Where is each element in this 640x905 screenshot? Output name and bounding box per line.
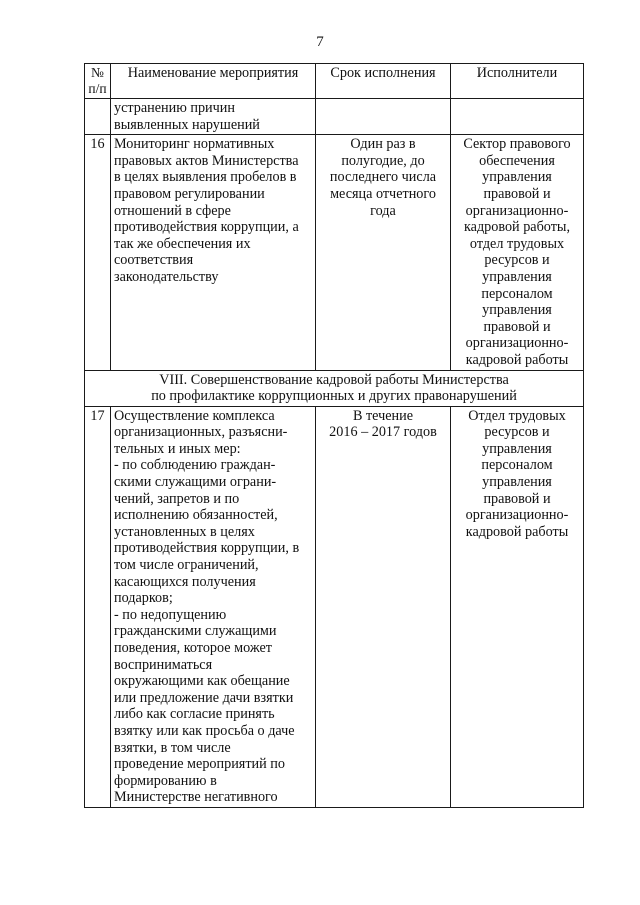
row-name-line: скими служащими ограни-	[114, 474, 277, 491]
row-executors	[451, 135, 584, 370]
row-executors-line: ресурсов и	[484, 252, 550, 269]
row-name-line: Мониторинг нормативных	[114, 136, 275, 153]
row-executors-line: управления	[482, 169, 552, 186]
row-executors-line: правовой и	[483, 318, 551, 335]
row-executors-line: управления	[482, 440, 552, 457]
row-term-line: Один раз в	[350, 136, 416, 153]
row-term-line: полугодие, до	[341, 152, 425, 169]
row-executors	[451, 99, 584, 135]
row-name-line: правовых актов Министерства	[114, 152, 299, 169]
row-name-line: подарков;	[114, 590, 173, 607]
table-row	[85, 135, 584, 370]
header-name: Наименование мероприятия	[111, 64, 316, 99]
row-name-line: в целях выявления пробелов в	[114, 169, 297, 186]
row-executors-line: организационно-	[465, 202, 569, 219]
row-term	[316, 406, 451, 807]
section-title-line: по профилактике коррупционных и других правонарушений	[151, 388, 517, 405]
section-title-line: VIII. Совершенствование кадровой работы Министерства	[159, 371, 509, 388]
row-name	[111, 135, 316, 370]
header-number	[85, 64, 111, 99]
row-name-line: взятку или как просьба о даче	[114, 722, 295, 739]
row-name-line: законодательству	[114, 268, 219, 285]
row-name-line: устранению причин	[114, 100, 235, 116]
row-name-line: или предложение дачи взятки	[114, 689, 294, 706]
row-name-line: Осуществление комплекса	[114, 407, 275, 424]
table-row	[85, 99, 584, 135]
row-name-line: противодействия коррупции, а	[114, 219, 299, 236]
row-name-line: - по соблюдению граждан-	[114, 457, 276, 474]
row-executors-line: правовой и	[483, 185, 551, 202]
table-header-row	[85, 64, 584, 99]
row-name-line: проведение мероприятий по	[114, 756, 285, 773]
row-term	[316, 99, 451, 135]
row-name-line: формированию в	[114, 772, 217, 789]
row-executors-line: Отдел трудовых	[468, 407, 566, 424]
row-number: 17	[85, 406, 111, 807]
row-executors-line: ресурсов и	[484, 424, 550, 441]
row-name	[111, 406, 316, 807]
row-name	[111, 99, 316, 135]
row-name-line: отношений в сфере	[114, 202, 231, 219]
section-row	[85, 370, 584, 406]
row-number	[85, 99, 111, 135]
row-name-line: касающихся получения	[114, 573, 256, 590]
row-name-line: поведения, которое может	[114, 640, 272, 656]
row-name-line: взятки, в том числе	[114, 739, 231, 756]
row-executors-line: кадровой работы,	[463, 219, 570, 236]
header-term: Срок исполнения	[316, 64, 451, 99]
row-name-line: Министерстве негативного	[114, 789, 278, 806]
row-executors-line: Сектор правового	[463, 136, 571, 153]
row-name-line: тельных и иных мер:	[114, 440, 241, 457]
row-executors-line: персоналом	[481, 457, 553, 474]
row-term-line: последнего числа	[329, 169, 437, 186]
page-number: 7	[316, 34, 324, 50]
row-term-line: года	[370, 202, 396, 219]
row-name-line: чений, запретов и по	[114, 490, 240, 507]
row-executors-line: управления	[482, 474, 552, 491]
row-term	[316, 135, 451, 370]
row-name-line: так же обеспечения их	[114, 235, 251, 252]
row-executors-line: организационно-	[465, 507, 569, 524]
row-term-line: месяца отчетного	[330, 185, 436, 202]
row-name-line: либо как согласие принять	[114, 706, 275, 723]
row-executors-line: организационно-	[465, 335, 569, 352]
header-number-line: №	[91, 65, 104, 80]
row-executors-line: управления	[482, 268, 552, 285]
row-name-line: соответствия	[114, 252, 194, 269]
row-executors-line: обеспечения	[479, 152, 555, 169]
section-title	[85, 370, 584, 406]
row-executors-line: управления	[482, 302, 552, 319]
row-name-line: исполнению обязанностей,	[114, 507, 278, 524]
row-executors-line: отдел трудовых	[469, 235, 565, 252]
row-name-line: организационных, разъясни-	[114, 424, 288, 441]
row-executors	[451, 406, 584, 807]
header-executors: Исполнители	[451, 64, 584, 99]
row-term-line: 2016 – 2017 годов	[329, 424, 437, 441]
table-row	[85, 406, 584, 807]
row-name-line: окружающими как обещание	[114, 673, 290, 690]
row-name-line: правовом регулировании	[114, 185, 265, 202]
row-executors-line: правовой и	[483, 490, 551, 507]
row-term-line: В течение	[352, 407, 414, 424]
row-name-line: - по недопущению	[114, 606, 227, 623]
row-name-line: установленных в целях	[114, 523, 255, 540]
header-number-line: п/п	[88, 81, 107, 96]
row-name-line: том числе ограничений,	[114, 557, 259, 574]
measures-table	[84, 63, 584, 808]
row-executors-line: кадровой работы	[465, 351, 569, 368]
row-name-line: восприниматься	[114, 656, 213, 673]
row-number: 16	[85, 135, 111, 370]
row-name-line: выявленных нарушений	[114, 116, 260, 133]
row-executors-line: персоналом	[481, 285, 553, 302]
row-executors-line: кадровой работы	[465, 523, 569, 540]
row-name-line: гражданскими служащими	[114, 623, 277, 640]
row-name-line: противодействия коррупции, в	[114, 540, 300, 557]
